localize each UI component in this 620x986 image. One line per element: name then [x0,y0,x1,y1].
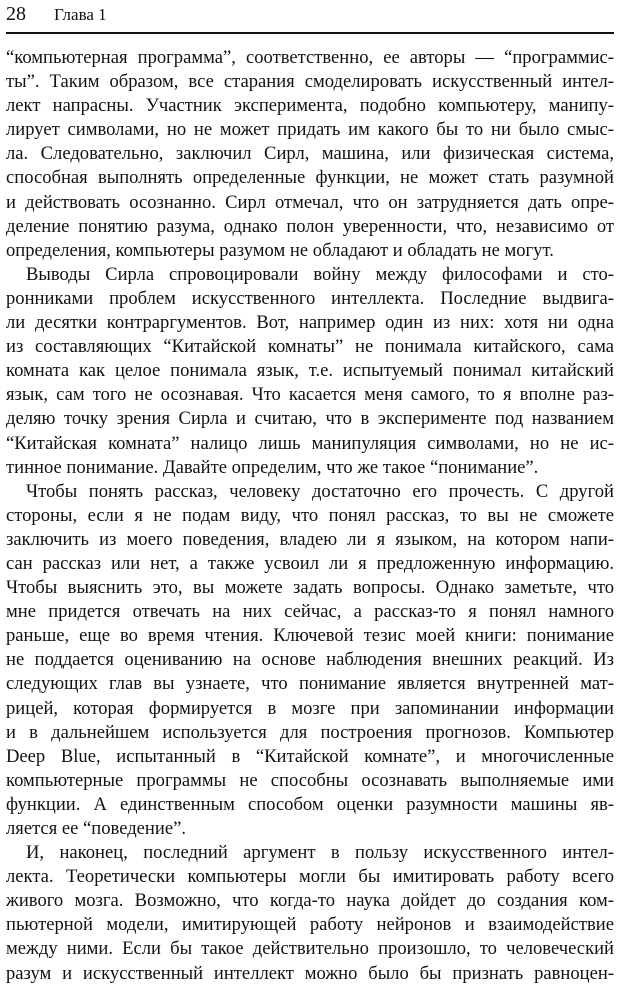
text-line: ты”. Таким образом, все старания смоделировать искусственный интел- [6,71,614,93]
text-line: и в дальнейшем используется для построения прогнозов. Компьютер [6,721,614,743]
running-head [6,0,614,34]
text-line: деляю точку зрения Сирла и считаю, что в эксперименте под названием [6,408,614,430]
text-line: следующих глав вы узнаете, что понимание является внутренней мат- [6,673,614,695]
text-line: сан рассказ или нет, а также усвоил ли я предложенную информацию. [6,552,614,574]
page-number: 28 [6,3,26,25]
text-line: комната как целое понимала язык, т.е. испытуемый понимал китайский [6,360,614,382]
text-line: между ними. Если бы такое действительно произошло, то человеческий [6,938,614,960]
text-line: мне придется отвечать на них сейчас, а рассказ-то я понял намного [6,601,614,623]
text-line: раньше, еще во время чтения. Ключевой тезис моей книги: понимание [6,625,614,647]
text-line: функции. А единственным способом оценки разумности машины яв- [6,793,614,815]
body-text [6,46,614,986]
text-line: рицей, которая формируется в мозге при запоминании информации [6,697,614,719]
text-line: лирует символами, но не может придать им какого бы то ни было смыс- [6,119,614,141]
text-line: лекта. Теоретически компьютеры могли бы имитировать работу всего [6,866,614,888]
text-line: ла. Следовательно, заключил Сирл, машина, или физическая система, [6,143,614,165]
text-line: компьютерные программы не способны осознавать выполняемые ими [6,769,614,791]
text-line: деление понятию разума, однако полон уверенности, что, независимо от [6,215,614,237]
text-line: “Китайская комната” налицо лишь манипуляция символами, но не ис- [6,432,614,454]
text-line: тинное понимание. Давайте определим, что же такое “понимание”. [6,456,539,478]
text-line: И, наконец, последний аргумент в пользу искусственного интел- [26,842,614,864]
text-line: ронниками проблем искусственного интеллекта. Последние выдвига- [6,287,614,309]
text-line: стороны, если я не подам виду, что понял рассказ, то вы не сможете [6,504,614,526]
text-line: “компьютерная программа”, соответственно, ее авторы — “программис- [6,47,614,68]
text-line: ли десятки контраргументов. Вот, например один из них: хотя ни одна [6,312,614,334]
text-line: Чтобы выяснить это, вы можете задать вопросы. Однако заметьте, что [6,577,614,599]
text-line: язык, сам того не осознавая. Что касается меня самого, то я вполне раз- [6,384,614,406]
chapter-title: Глава 1 [54,5,107,24]
text-line: Чтобы понять рассказ, человеку достаточно его прочесть. С другой [26,480,614,502]
text-line: пьютерной модели, имитирующей работу нейронов и взаимодействие [6,914,614,936]
text-line: способная выполнять определенные функции, не может стать разумной [6,167,614,189]
text-line: заключить из моего поведения, владею ли я языком, на котором напи- [6,528,614,550]
text-line: и действовать осознанно. Сирл отмечал, что он затрудняется дать опре- [6,191,614,213]
text-line: не поддается оцениванию на основе наблюдения внешних реакций. Из [6,649,614,671]
text-line: Выводы Сирла спровоцировали войну между философами и сто- [26,263,614,285]
text-line: лект напрасны. Участник эксперимента, подобно компьютеру, манипу- [6,95,614,117]
text-line: Deep Blue, испытанный в “Китайской комнате”, и многочисленные [6,745,614,767]
text-line: ляется ее “поведение”. [6,818,186,839]
text-line: разум и искусственный интеллект можно было бы признать равноцен- [6,962,614,984]
text-line: живого мозга. Возможно, что когда-то наука дойдет до создания ком- [6,890,614,912]
text-line: определения, компьютеры разумом не обладают и обладать не могут. [6,239,554,261]
text-line: из составляющих “Китайской комнаты” не понимала китайского, сама [6,336,614,358]
